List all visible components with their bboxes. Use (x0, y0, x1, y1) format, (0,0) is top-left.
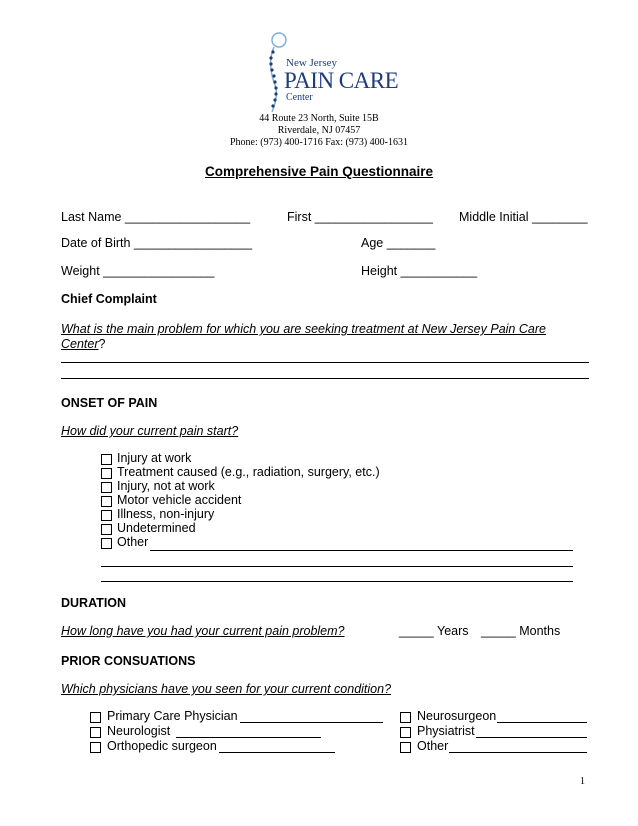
duration-months-field[interactable]: _____ Months (481, 624, 561, 638)
onset-checkbox[interactable] (101, 468, 112, 479)
onset-checkbox[interactable] (101, 496, 112, 507)
onset-question: How did your current pain start? (61, 424, 239, 438)
onset-option-label: Injury at work (117, 451, 192, 465)
address-phone: Phone: (973) 400-1716 Fax: (973) 400-1631 (229, 137, 409, 148)
prior-option-label: Neurosurgeon (417, 709, 497, 723)
prior-checkbox[interactable] (90, 712, 101, 723)
onset-option-label: Undetermined (117, 521, 196, 535)
onset-checkbox[interactable] (101, 538, 112, 549)
prior-answer-line[interactable] (476, 737, 587, 738)
prior-checkbox[interactable] (90, 742, 101, 753)
prior-answer-line[interactable] (219, 752, 335, 753)
prior-option-label: Other (417, 739, 449, 753)
chief-complaint-question-line2 (61, 337, 105, 351)
weight-field[interactable]: Weight ________________ (61, 264, 215, 278)
dob-field[interactable]: Date of Birth _________________ (61, 236, 253, 250)
prior-option-label: Neurologist (107, 724, 171, 738)
onset-option-label: Other (117, 535, 149, 549)
prior-checkbox[interactable] (400, 712, 411, 723)
other-answer-line[interactable] (101, 566, 573, 567)
onset-checkbox[interactable] (101, 454, 112, 465)
logo-line3: Center (286, 92, 313, 103)
middle-initial-field[interactable]: Middle Initial ________ (459, 210, 588, 224)
prior-checkbox[interactable] (400, 727, 411, 738)
prior-question: Which physicians have you seen for your current condition? (61, 682, 392, 696)
logo-line1: New Jersey (286, 57, 338, 69)
onset-checkbox[interactable] (101, 482, 112, 493)
duration-years-field[interactable]: _____ Years (399, 624, 469, 638)
address-street: 44 Route 23 North, Suite 15B (259, 113, 379, 124)
prior-checkbox[interactable] (400, 742, 411, 753)
logo-line2: PAIN CARE (284, 68, 399, 93)
chief-complaint-question-mark: ? (98, 337, 106, 351)
chief-complaint-heading: Chief Complaint (61, 292, 157, 306)
chief-complaint-question-line1: What is the main problem for which you are seeking treatment at New Jersey Pain Care (61, 322, 546, 336)
logo (262, 30, 399, 114)
prior-option-label: Orthopedic surgeon (107, 739, 217, 753)
prior-answer-line[interactable] (176, 737, 321, 738)
onset-option-label: Illness, non-injury (117, 507, 215, 521)
onset-option-label: Motor vehicle accident (117, 493, 242, 507)
prior-option-label: Physiatrist (417, 724, 475, 738)
last-name-field[interactable]: Last Name __________________ (61, 210, 251, 224)
duration-question: How long have you had your current pain problem? (61, 624, 345, 638)
prior-answer-line[interactable] (497, 722, 587, 723)
answer-line[interactable] (61, 362, 589, 363)
other-answer-line[interactable] (101, 581, 573, 582)
answer-line[interactable] (61, 378, 589, 379)
prior-answer-line[interactable] (240, 722, 383, 723)
onset-option-label: Treatment caused (e.g., radiation, surgery, etc.) (117, 465, 380, 479)
prior-checkbox[interactable] (90, 727, 101, 738)
prior-option-label: Primary Care Physician (107, 709, 238, 723)
first-name-field[interactable]: First _________________ (287, 210, 433, 224)
prior-answer-line[interactable] (449, 752, 587, 753)
page-title: Comprehensive Pain Questionnaire (205, 164, 434, 179)
onset-checkbox[interactable] (101, 510, 112, 521)
onset-option-label: Injury, not at work (117, 479, 215, 493)
address-city: Riverdale, NJ 07457 (277, 125, 361, 136)
duration-heading: DURATION (61, 596, 127, 610)
height-field[interactable]: Height ___________ (361, 264, 478, 278)
onset-heading: ONSET OF PAIN (61, 396, 158, 410)
other-answer-line[interactable] (150, 550, 573, 551)
page-number: 1 (580, 776, 585, 787)
onset-checkbox[interactable] (101, 524, 112, 535)
age-field[interactable]: Age _______ (361, 236, 436, 250)
prior-heading: PRIOR CONSUATIONS (61, 654, 196, 668)
chief-complaint-question-center: Center (61, 337, 99, 351)
